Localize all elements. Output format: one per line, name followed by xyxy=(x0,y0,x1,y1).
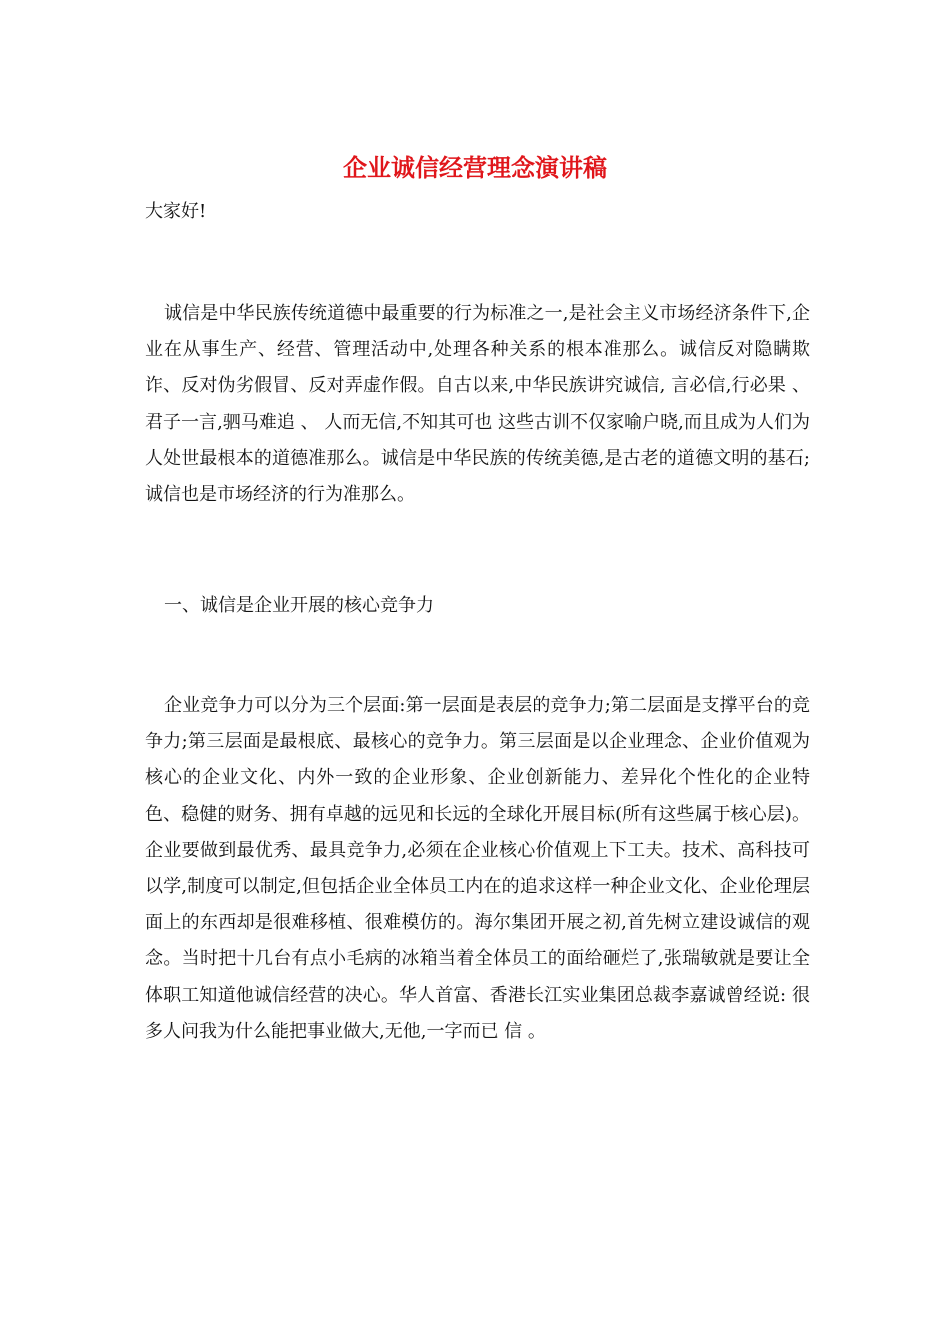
document-title: 企业诚信经营理念演讲稿 xyxy=(343,153,607,182)
greeting-text: 大家好! xyxy=(145,201,207,222)
paragraph-integrity-intro: 诚信是中华民族传统道德中最重要的行为标准之一,是社会主义市场经济条件下,企业在从事生产、经营、管理活动中,处理各种关系的根本准那么。诚信反对隐瞒欺诈、反对伪劣假冒、反对弄虚作假。自古以来,中华民族讲究诚信, 言必信,行必果 、 君子一言,驷马难追 、 人而无信,不知其可也 这些古训不仅家喻户晓,而且成为人们为人处世最根本的道德准那么。诚信是中华民族的传统美德,是古老的道德文明的基石;诚信也是市场经济的行为准那么。 xyxy=(145,303,810,506)
section-heading: 一、诚信是企业开展的核心竞争力 xyxy=(164,595,434,616)
paragraph-competitiveness: 企业竞争力可以分为三个层面:第一层面是表层的竞争力;第二层面是支撑平台的竞争力;第三层面是最根底、最核心的竞争力。第三层面是以企业理念、企业价值观为核心的企业文化、内外一致的企业形象、企业创新能力、差异化个性化的企业特色、稳健的财务、拥有卓越的远见和长远的全球化开展目标(所有这些属于核心层)。企业要做到最优秀、最具竞争力,必须在企业核心价值观上下工夫。技术、高科技可以学,制度可以制定,但包括企业全体员工内在的追求这样一种企业文化、企业伦理层面上的东西却是很难移植、很难模仿的。海尔集团开展之初,首先树立建设诚信的观念。当时把十几台有点小毛病的冰箱当着全体员工的面给砸烂了,张瑞敏就是要让全体职工知道他诚信经营的决心。华人首富、香港长江实业集团总裁李嘉诚曾经说: 很多人问我为什么能把事业做大,无他,一字而已 信 。 xyxy=(145,695,810,1042)
